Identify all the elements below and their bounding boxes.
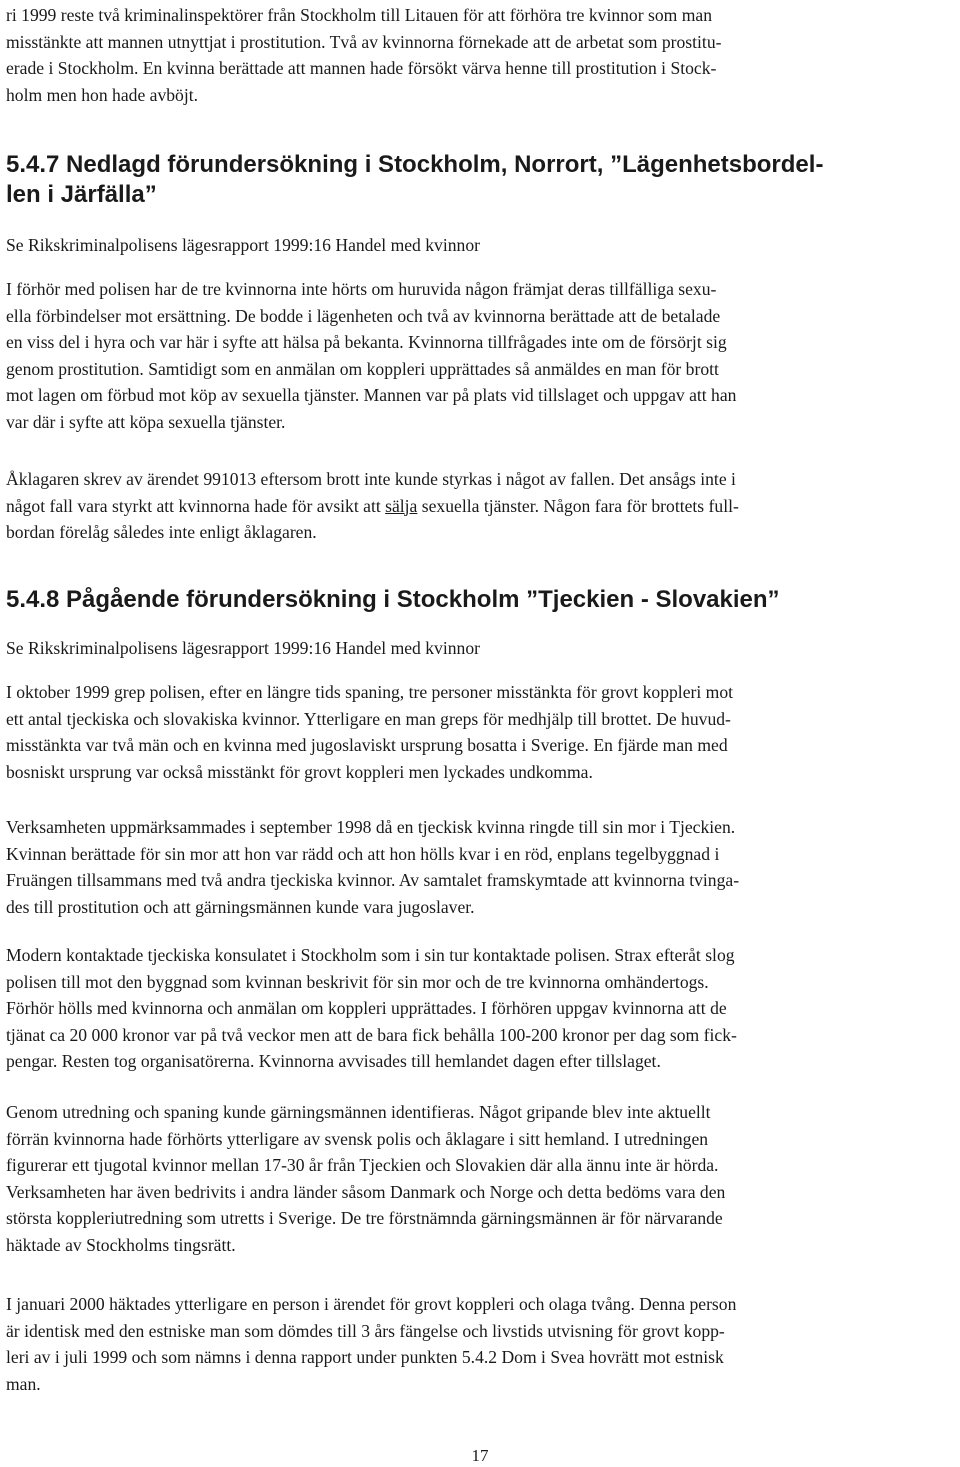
section-5-4-8-source-block bbox=[6, 635, 954, 661]
page-number: 17 bbox=[471, 1446, 489, 1465]
section-5-4-8-paragraph-3-block bbox=[6, 942, 954, 1075]
section-heading-5-4-8: 5.4.8 Pågående förundersökning i Stockholm ”Tjeckien - Slovakien” bbox=[6, 586, 780, 613]
section-5-4-8-source: Se Rikskriminalpolisens lägesrapport 1999:16 Handel med kvinnor bbox=[6, 638, 480, 658]
paragraph-2-text-a: Åklagaren skrev av ärendet 991013 eftersom brott inte kunde styrkas i något av fallen. Det ansågs inte i något fall vara styrkt att kvinnorna hade för avsikt att bbox=[6, 469, 736, 516]
section-5-4-8-paragraph-2: Verksamheten uppmärksammades i september 1998 då en tjeckisk kvinna ringde till sin mor i Tjeckien. Kvinnan berättade för sin mor att hon var rädd och att hon hölls kvar i en röd, enplans tegelbyggnad i Fruängen tillsammans med två andra tjeckiska kvinnor. Av samtalet framskymtade att kvinnorna tvinga- des till prostitution och att gärningsmännen kunde vara jugoslaver. bbox=[6, 817, 740, 917]
section-5-4-7-source: Se Rikskriminalpolisens lägesrapport 1999:16 Handel med kvinnor bbox=[6, 235, 480, 255]
section-5-4-8-paragraph-3: Modern kontaktade tjeckiska konsulatet i Stockholm som i sin tur kontaktade polisen. Strax efteråt slog polisen till mot den byggnad som kvinnan beskrivit för sin mor och de tre kvinnorna omhändertogs. Förhör hölls med kvinnorna och anmälan om koppleri upprättades. I förhören uppgav kvinnorna att de tjänat ca 20 000 kronor var på två veckor men att de bara fick behålla 100-200 kronor per dag som fick- pengar. Resten tog organisatörerna. Kvinnorna avvisades till hemlandet dagen efter tillslaget. bbox=[6, 945, 737, 1072]
underlined-word: sälja bbox=[385, 495, 418, 516]
section-5-4-8-paragraph-5: I januari 2000 häktades ytterligare en person i ärendet för grovt koppleri och olaga tvång. Denna person är identisk med den estniske man som dömdes till 3 års fängelse och livstids utvisning för grovt kopp- leri av i juli 1999 och som nämns i denna rapport under punkten 5.4.2 Dom i Svea hovrätt mot estnisk man. bbox=[6, 1294, 737, 1394]
paragraph-2-text-b: sexuella tjänster. Någon fara för brottets full- bordan förelåg således inte enligt åklagaren. bbox=[6, 495, 739, 543]
section-5-4-8-paragraph-2-block bbox=[6, 814, 954, 920]
section-5-4-7-paragraph-2-block bbox=[6, 466, 954, 546]
section-5-4-7-paragraph-2 bbox=[6, 466, 954, 546]
intro-paragraph: ri 1999 reste två kriminalinspektörer från Stockholm till Litauen för att förhöra tre kvinnor som man misstänkte att mannen utnyttjat i prostitution. Två av kvinnorna förnekade att de arbetat som prostitu- erade i Stockholm. En kvinna berättade att mannen hade försökt värva henne till prostitution i Stock- holm men hon hade avböjt. bbox=[6, 5, 722, 105]
section-5-4-8-paragraph-1-block bbox=[6, 679, 954, 785]
section-5-4-8-paragraph-5-block bbox=[6, 1291, 954, 1397]
section-5-4-7-paragraph-1: I förhör med polisen har de tre kvinnorna inte hörts om huruvida någon främjat deras tillfälliga sexu- ella förbindelser mot ersättning. De bodde i lägenheten och två av kvinnorna berättade att de betalade en viss del i hyra och var här i syfte att hälsa på bekanta. Kvinnorna tillfrågades inte om de försörjt sig genom prostitution. Samtidigt som en anmälan om koppleri upprättades så anmäldes en man för brott mot lagen om förbud mot köp av sexuella tjänster. Mannen var på plats vid tillslaget och uppgav att han var där i syfte att köpa sexuella tjänster. bbox=[6, 279, 737, 432]
section-heading-5-4-7: 5.4.7 Nedlagd förundersökning i Stockholm, Norrort, ”Lägenhetsbordel- len i Järfälla” bbox=[6, 151, 824, 208]
section-5-4-8-paragraph-1: I oktober 1999 grep polisen, efter en längre tids spaning, tre personer misstänkta för grovt koppleri mot ett antal tjeckiska och slovakiska kvinnor. Ytterligare en man greps för medhjälp till brottet. De huvud- misstänkta var två män och en kvinna med jugoslaviskt ursprung bosatta i Sverige. En fjärde man med bosniskt ursprung var också misstänkt för grovt koppleri men lyckades undkomma. bbox=[6, 682, 734, 782]
section-5-4-7-paragraph-1-block bbox=[6, 276, 954, 436]
section-5-4-8-paragraph-4-block bbox=[6, 1099, 954, 1259]
section-5-4-8-paragraph-4: Genom utredning och spaning kunde gärningsmännen identifieras. Något gripande blev inte aktuellt förrän kvinnorna hade förhörts ytterligare av svensk polis och åklagare i sitt hemland. I utredningen figurerar ett tjugotal kvinnor mellan 17-30 år från Tjeckien och Slovakien där alla ännu inte är hörda. Verksamheten har även bedrivits i andra länder såsom Danmark och Norge och detta bedöms vara den största koppleriutredning som utretts i Sverige. De tre förstnämnda gärningsmännen är för närvarande häktade av Stockholms tingsrätt. bbox=[6, 1102, 726, 1255]
section-5-4-7-source-block bbox=[6, 232, 954, 258]
